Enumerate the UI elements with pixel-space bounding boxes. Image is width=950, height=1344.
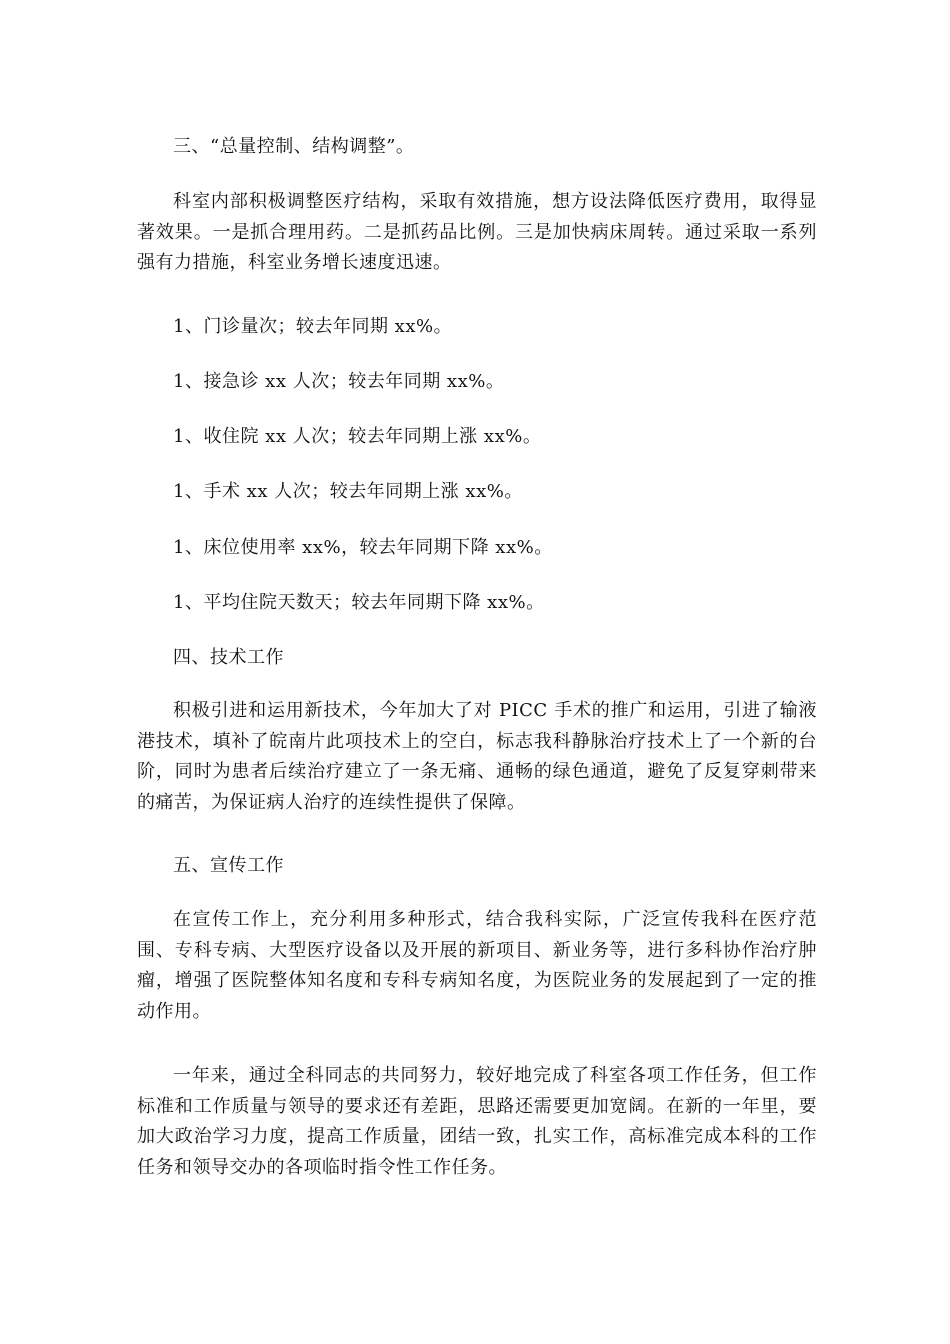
heading-section-three: 三、“总量控制、结构调整”。 [173,136,415,157]
paragraph-publicity-work: 在宣传工作上，充分利用多种形式，结合我科实际，广泛宣传我科在医疗范围、专科专病、大型医疗设备以及开展的新项目、新业务等，进行多科协作治疗肿瘤，增强了医院整体知名度和专科专病知名度，为医院业务的发展起到了一定的推动作用。 [137,909,817,1022]
list-item-bed-usage-rate: 1、床位使用率 xx%，较去年同期下降 xx%。 [173,537,553,558]
paragraph-annual-summary: 一年来，通过全科同志的共同努力，较好地完成了科室各项工作任务，但工作标准和工作质量与领导的要求还有差距，思路还需要更加宽阔。在新的一年里，要加大政治学习力度，提高工作质量，团结一致，扎实工作，高标准完成本科的工作任务和领导交办的各项临时指令性工作任务。 [137,1065,817,1178]
list-item-inpatient-admissions: 1、收住院 xx 人次；较去年同期上涨 xx%。 [173,426,542,447]
heading-section-five: 五、宣传工作 [173,855,284,876]
list-item-outpatient-visits: 1、门诊量次；较去年同期 xx%。 [173,316,453,337]
list-item-emergency-visits: 1、接急诊 xx 人次；较去年同期 xx%。 [173,371,505,392]
list-item-surgeries: 1、手术 xx 人次；较去年同期上涨 xx%。 [173,481,523,502]
heading-section-four: 四、技术工作 [173,647,284,668]
list-item-average-stay: 1、平均住院天数天；较去年同期下降 xx%。 [173,592,545,613]
paragraph-structure-adjustment: 科室内部积极调整医疗结构，采取有效措施，想方设法降低医疗费用，取得显著效果。一是抓合理用药。二是抓药品比例。三是加快病床周转。通过采取一系列强有力措施，科室业务增长速度迅速。 [137,191,817,273]
paragraph-technical-work: 积极引进和运用新技术，今年加大了对 PICC 手术的推广和运用，引进了输液港技术，填补了皖南片此项技术上的空白，标志我科静脉治疗技术上了一个新的台阶，同时为患者后续治疗建立了一条无痛、通畅的绿色通道，避免了反复穿刺带来的痛苦，为保证病人治疗的连续性提供了保障。 [137,700,817,813]
